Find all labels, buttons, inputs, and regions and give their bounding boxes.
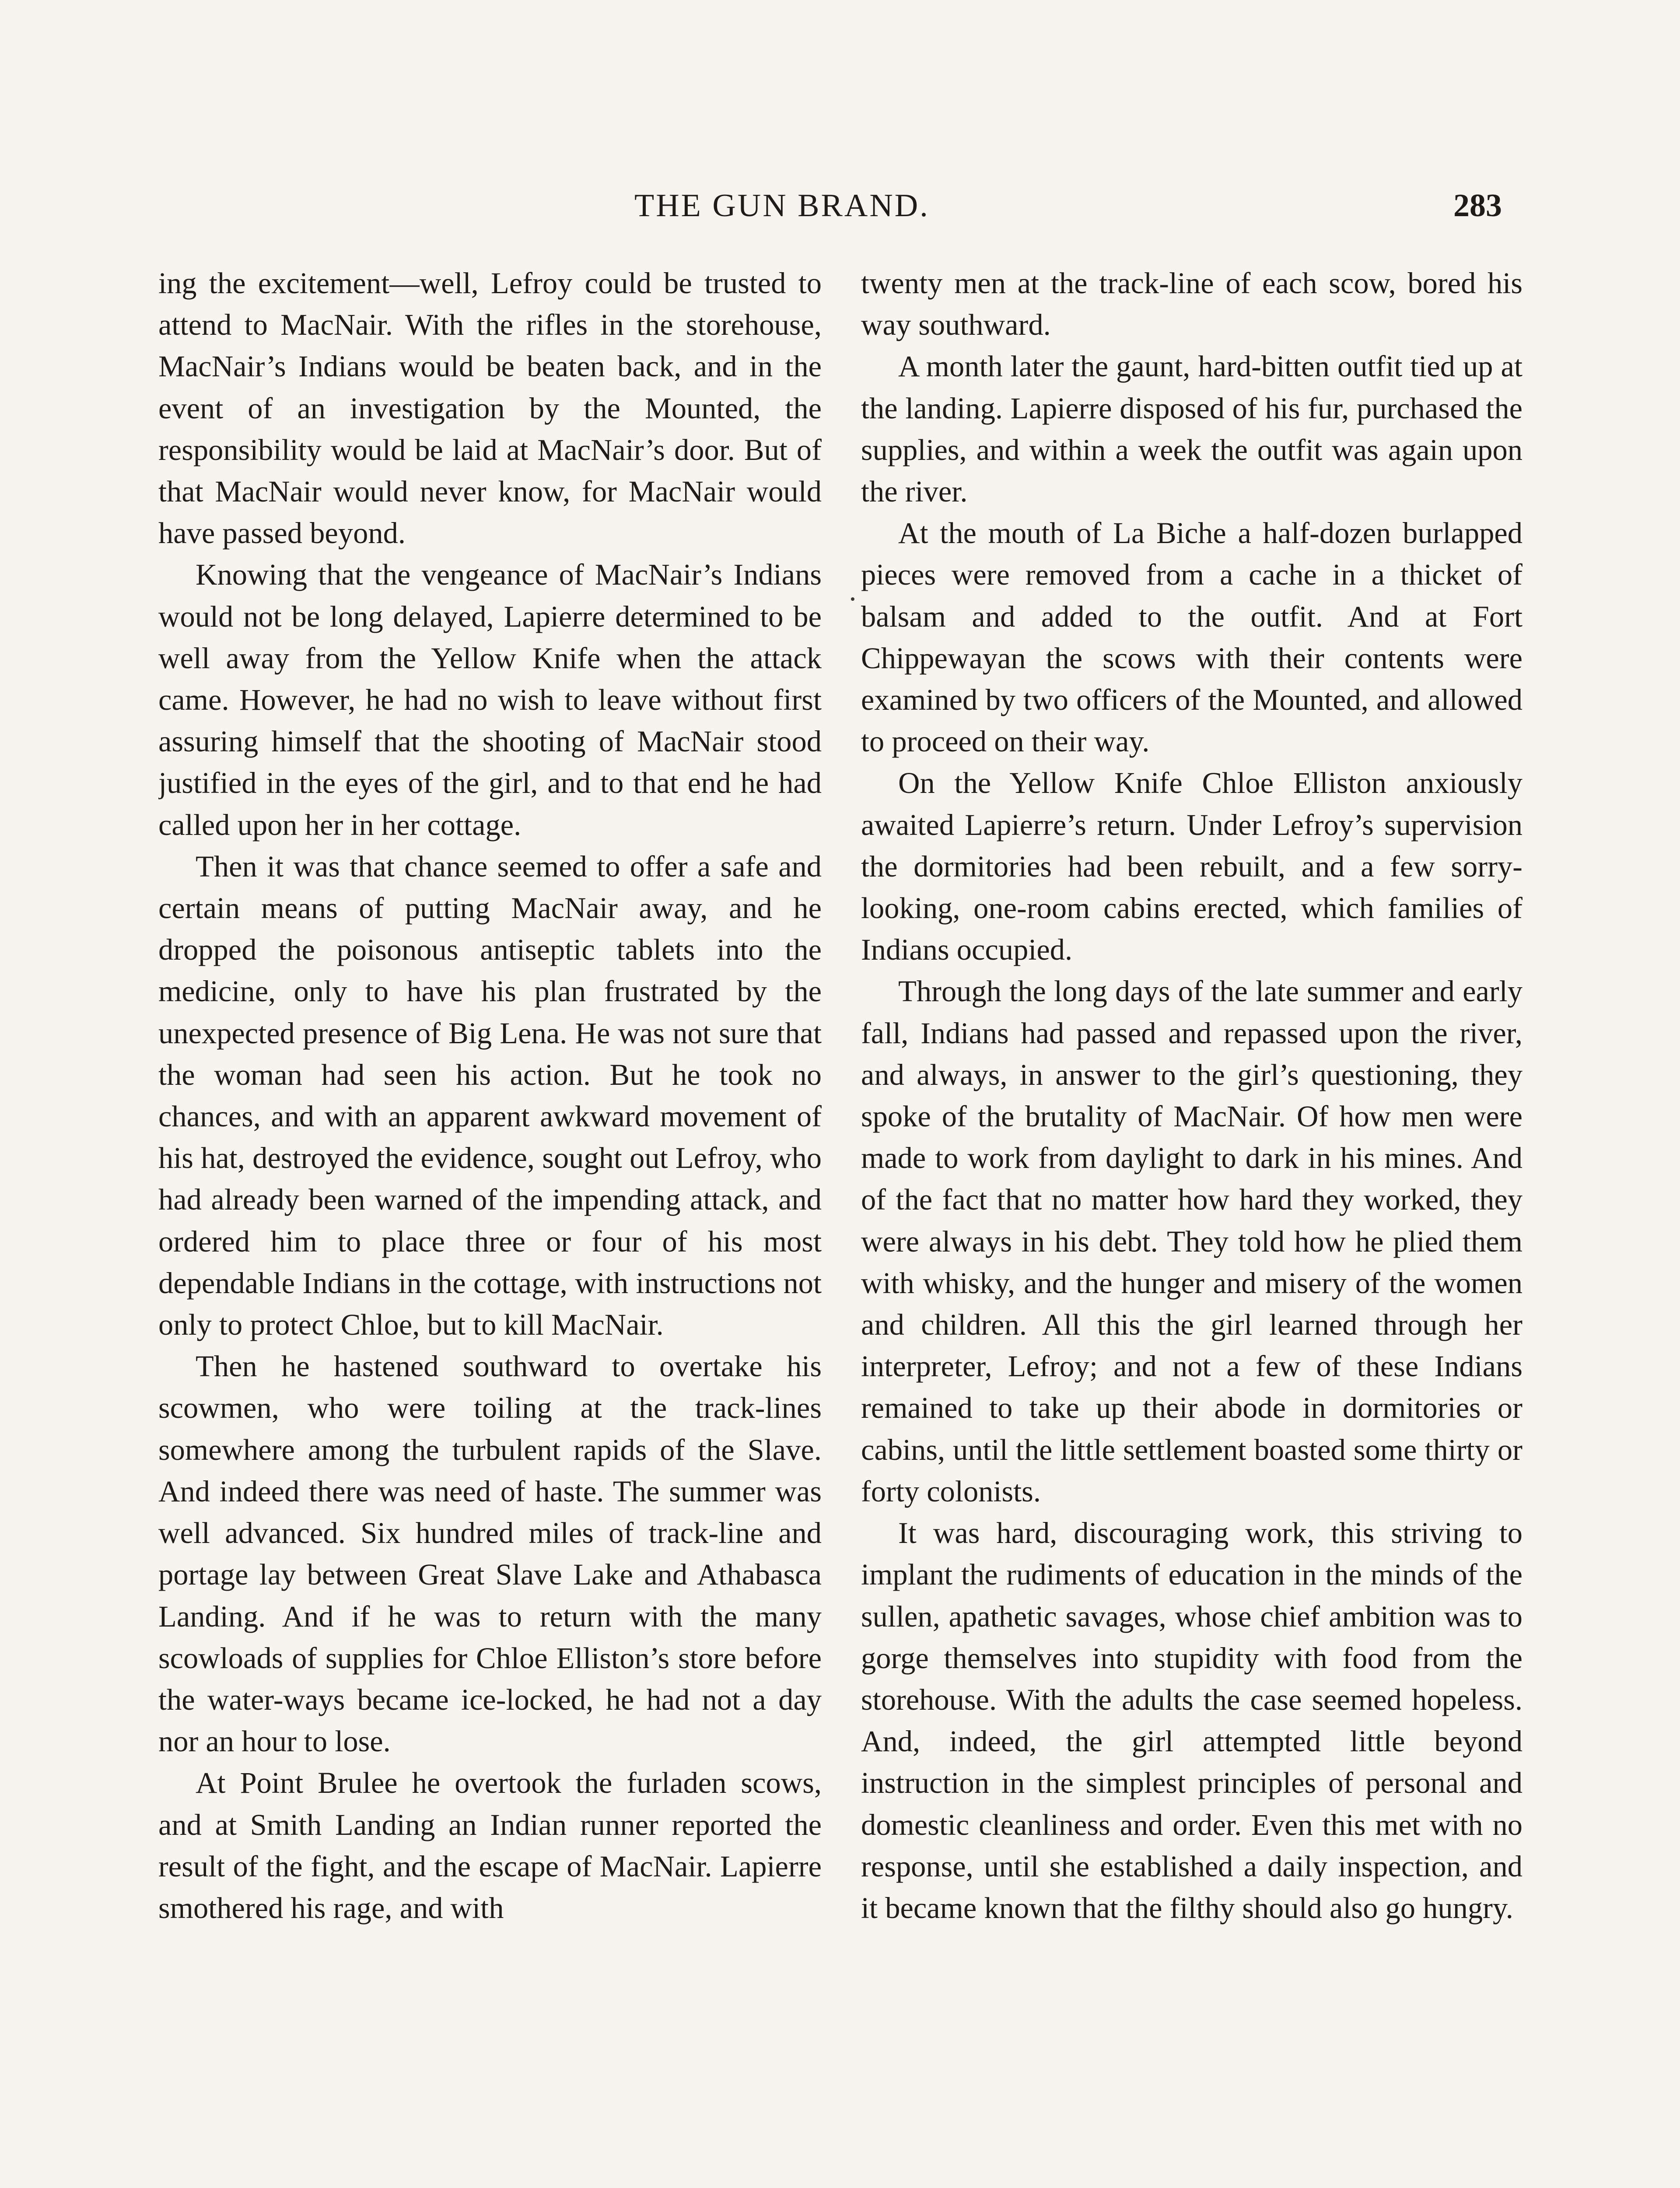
- right-column: [861, 263, 1522, 2188]
- paragraph: Then he hastened southward to overtake his scowmen, who were toiling at the track-lines somewhere among the turbulent rapids of the Slave. And indeed there was need of haste. The summer was well advanced. Six hundred miles of track-line and portage lay between Great Slave Lake and Athabasca Landing. And if he was to return with the many scowloads of supplies for Chloe Elliston’s store before the water-ways became ice-locked, he had not a day nor an hour to lose.: [158, 1350, 822, 1758]
- paragraph: It was hard, discouraging work, this striving to implant the rudiments of education in the minds of the sullen, apathetic savages, whose chief ambition was to gorge themselves into stupidity with food from the storehouse. With the adults the case seemed hopeless. And, indeed, the girl attempted little beyond instruction in the simplest principles of personal and domestic cleanliness and order. Even this met with no response, until she established a daily inspection, and it became known that the filthy should also go hungry.: [861, 1516, 1522, 1925]
- paragraph: Then it was that chance seemed to offer a safe and certain means of putting MacNair away, and he dropped the poisonous antiseptic tablets into the medicine, only to have his plan frustrated by the unexpected presence of Big Lena. He was not sure that the woman had seen his action. But he took no chances, and with an apparent awkward movement of his hat, destroyed the evidence, sought out Lefroy, who had already been warned of the impending attack, and ordered him to place three or four of his most dependable Indians in the cottage, with instructions not only to protect Chloe, but to kill MacNair.: [158, 849, 822, 1342]
- paragraph: Knowing that the vengeance of MacNair’s Indians would not be long delayed, Lapierre determined to be well away from the Yellow Knife when the attack came. However, he had no wish to leave without first assuring himself that the shooting of MacNair stood justified in the eyes of the girl, and to that end he had called upon her in her cottage.: [158, 558, 822, 842]
- left-column: [158, 263, 822, 2188]
- print-speck: [851, 597, 854, 601]
- page-header: [0, 182, 1680, 234]
- paragraph: Through the long days of the late summer and early fall, Indians had passed and repassed upon the river, and always, in answer to the girl’s questioning, they spoke of the brutality of MacNair. Of how men were made to work from daylight to dark in his mines. And of the fact that no matter how hard they worked, they were always in his debt. They told how he plied them with whisky, and the hunger and misery of the women and children. All this the girl learned through her interpreter, Lefroy; and not a few of these Indians remained to take up their abode in dormitories or cabins, until the little settlement boasted some thirty or forty colonists.: [861, 975, 1522, 1508]
- paragraph: On the Yellow Knife Chloe Elliston anxiously awaited Lapierre’s return. Under Lefroy’s supervision the dormitories had been rebuilt, and a few sorry-looking, one-room cabins erected, which families of Indians occupied.: [861, 766, 1522, 967]
- paragraph: twenty men at the track-line of each scow, bored his way southward.: [861, 266, 1522, 342]
- paragraph: A month later the gaunt, hard-bitten outfit tied up at the landing. Lapierre disposed of his fur, purchased the supplies, and within a week the outfit was again upon the river.: [861, 350, 1522, 508]
- paragraph: At Point Brulee he overtook the furladen scows, and at Smith Landing an Indian runner reported the result of the fight, and the escape of MacNair. Lapierre smothered his rage, and with: [158, 1766, 822, 1925]
- paragraph: At the mouth of La Biche a half-dozen burlapped pieces were removed from a cache in a thicket of balsam and added to the outfit. And at Fort Chippewayan the scows with their contents were examined by two officers of the Mounted, and allowed to proceed on their way.: [861, 516, 1522, 758]
- page-number: 283: [1453, 188, 1502, 224]
- paragraph: ing the excitement—well, Lefroy could be trusted to attend to MacNair. With the rifles in the storehouse, MacNair’s Indians would be beaten back, and in the event of an investigation by the Mounted, the responsibility would be laid at MacNair’s door. But of that MacNair would never know, for MacNair would have passed beyond.: [158, 266, 822, 550]
- running-title: THE GUN BRAND.: [634, 188, 930, 224]
